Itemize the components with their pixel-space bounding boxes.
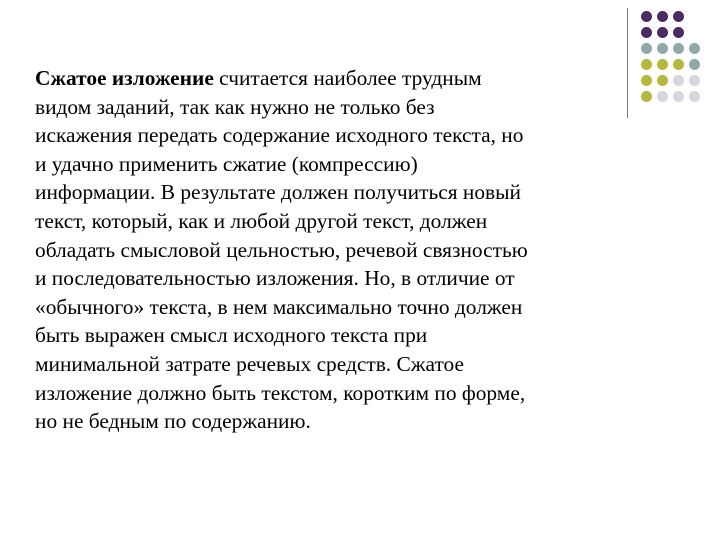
paragraph-line-1 [35, 64, 695, 93]
paragraph-line-4: и удачно применить сжатие (компрессию) [35, 151, 418, 176]
lead-bold-term: Сжатое изложение [35, 66, 214, 90]
paragraph-line-6: текст, который, как и любой другой текст, должен [35, 208, 488, 233]
main-paragraph [35, 64, 695, 436]
paragraph-line-5: информации. В результате должен получиться новый [35, 180, 521, 205]
decorative-dot [641, 43, 652, 54]
decorative-dot [657, 11, 668, 22]
decorative-dot [641, 27, 652, 38]
decorative-dot [673, 27, 684, 38]
paragraph-line-10: быть выражен смысл исходного текста при [35, 323, 428, 348]
decorative-dot [673, 11, 684, 22]
decorative-dot [641, 11, 652, 22]
decorative-dot [657, 43, 668, 54]
paragraph-line-2: видом заданий, так как нужно не только без [35, 94, 435, 119]
paragraph-line-8: и последовательностью изложения. Но, в отличие от [35, 266, 515, 291]
paragraph-line-13: но не бедным по содержанию. [35, 409, 311, 434]
paragraph-line-11: минимальной затрате речевых средств. Сжатое [35, 351, 464, 376]
decorative-dot [689, 43, 700, 54]
line-text: считается наиболее трудным [213, 66, 482, 90]
decorative-dot [673, 43, 684, 54]
decorative-dot [657, 27, 668, 38]
paragraph-line-9: «обычного» текста, в нем максимально точно должен [35, 294, 523, 319]
paragraph-line-3: искажения передать содержание исходного текста, но [35, 123, 524, 148]
paragraph-line-12: изложение должно быть текстом, коротким по форме, [35, 380, 526, 405]
paragraph-line-7: обладать смысловой цельностью, речевой связностью [35, 237, 528, 262]
